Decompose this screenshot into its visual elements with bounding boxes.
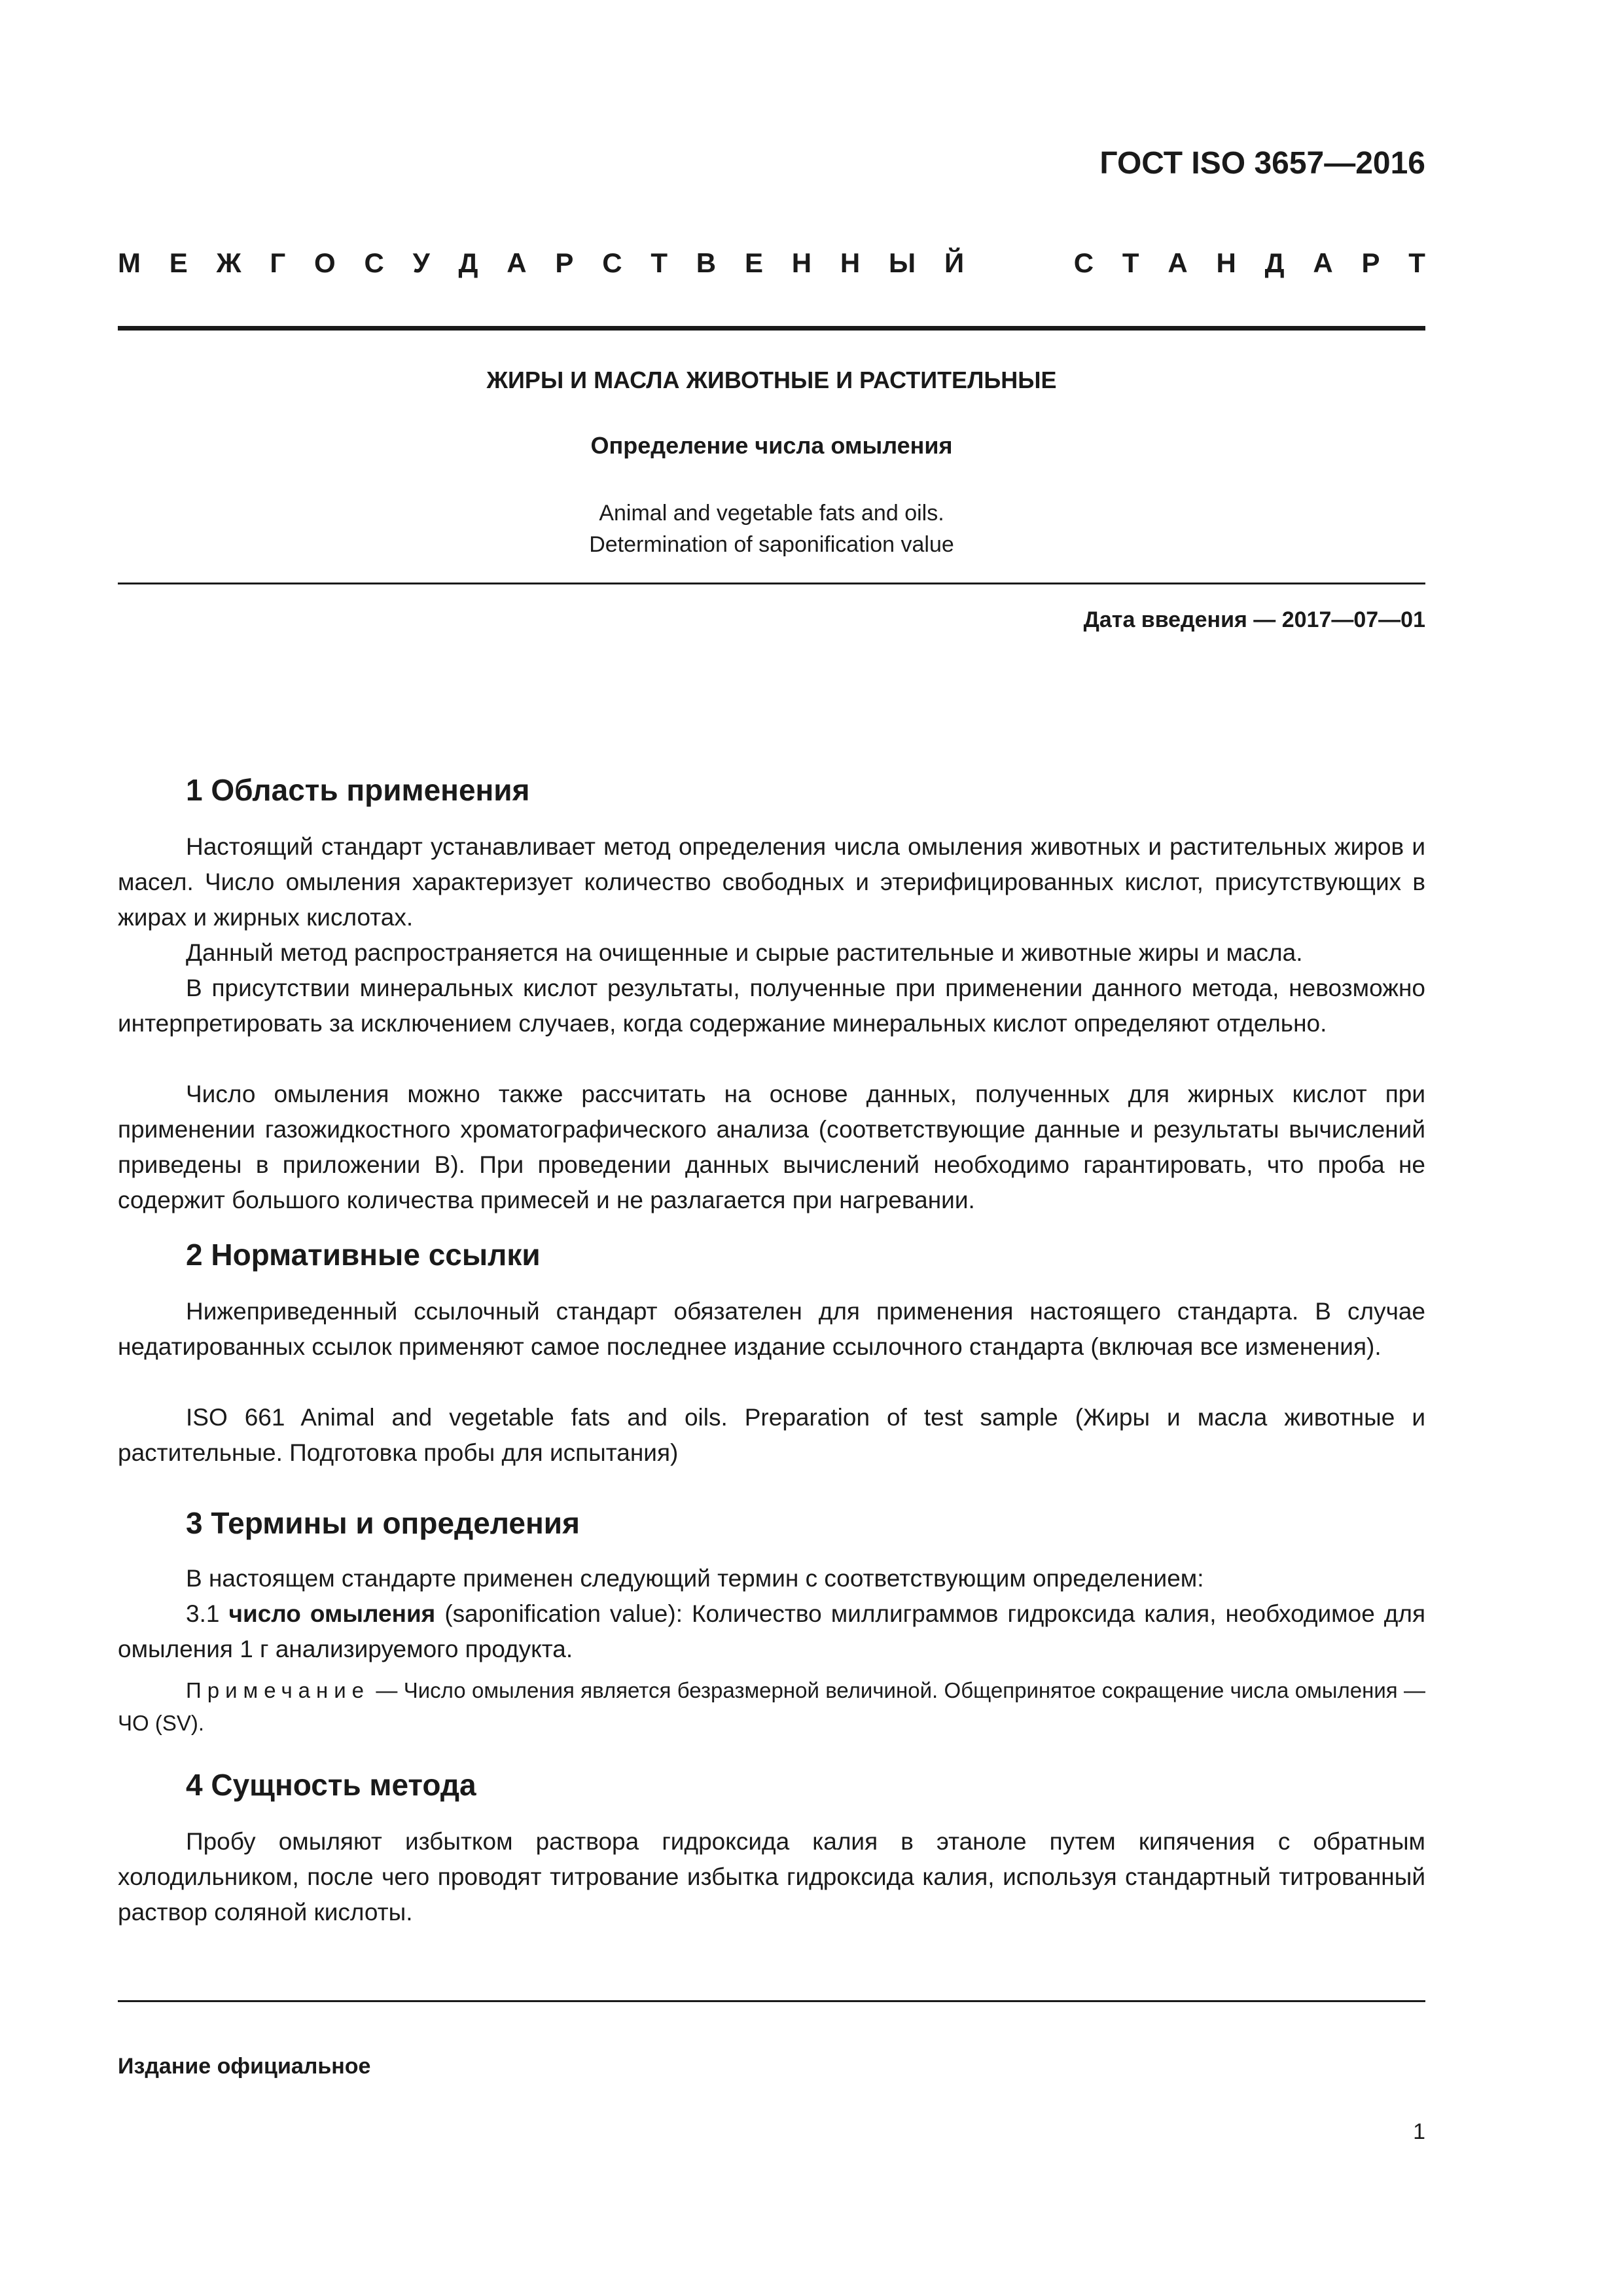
english-title-line-1: Animal and vegetable fats and oils.	[599, 501, 944, 526]
document-subtitle: Определение числа омыления	[590, 432, 953, 459]
edition-label: Издание официальное	[118, 2054, 371, 2079]
letter: Ы	[889, 247, 916, 278]
term-name: число омыления	[228, 1600, 436, 1627]
letter: Т	[1122, 247, 1139, 278]
page-number: 1	[1413, 2119, 1425, 2144]
note-text: — Число омыления является безразмерной величиной. Общепринятое сокращение числа омыления — ЧО (SV).	[118, 1678, 1425, 1735]
term-definition	[118, 1596, 1425, 1667]
section-1-paragraph-3: В присутствии минеральных кислот результаты, полученные при применении данного метода, невозможно интерпретировать за исключением случаев, когда содержание минеральных кислот определяют отдельно.	[118, 975, 1425, 1037]
letter: С	[364, 247, 384, 278]
letter: Й	[944, 247, 965, 278]
document-title: ЖИРЫ И МАСЛА ЖИВОТНЫЕ И РАСТИТЕЛЬНЫЕ	[486, 367, 1057, 393]
section-heading-method-principle: 4 Сущность метода	[186, 1768, 476, 1802]
section-1-paragraph-2: Данный метод распространяется на очищенные и сырые растительные и животные жиры и масла.	[186, 939, 1303, 966]
word-gap	[993, 247, 1045, 279]
letter: А	[507, 247, 527, 278]
letter: Р	[1361, 247, 1380, 278]
standard-type-heading	[118, 247, 1425, 279]
introduction-date: Дата введения — 2017—07—01	[1083, 607, 1425, 632]
letter: Н	[1216, 247, 1236, 278]
section-heading-scope: 1 Область применения	[186, 773, 530, 807]
section-heading-normative-references: 2 Нормативные ссылки	[186, 1238, 541, 1272]
letter: С	[602, 247, 622, 278]
header-divider	[118, 326, 1425, 331]
letter: Н	[791, 247, 812, 278]
section-4-paragraph-1: Пробу омыляют избытком раствора гидроксида калия в этаноле путем кипячения с обратным холодильником, после чего проводят титрование избытка гидроксида калия, используя стандартный титрованный раствор соляной кислоты.	[118, 1828, 1425, 1926]
letter: Е	[169, 247, 188, 278]
section-2-paragraph-1: Нижеприведенный ссылочный стандарт обязателен для применения настоящего стандарта. В случае недатированных ссылок применяют самое последнее издание ссылочного стандарта (включая все изменения).	[118, 1298, 1425, 1360]
title-divider	[118, 583, 1425, 584]
standard-code: ГОСТ ISO 3657—2016	[1099, 146, 1425, 181]
term-number: 3.1	[186, 1600, 220, 1627]
note	[118, 1674, 1425, 1740]
section-heading-terms: 3 Термины и определения	[186, 1506, 580, 1540]
section-1-paragraph-4: Число омыления можно также рассчитать на основе данных, полученных для жирных кислот при применении газожидкостного хроматографического анализа (соответствующие данные и результаты вычислений приведены в приложении В). При проведении данных вычислений необходимо гарантировать, что проба не содержит большого количества примесей и не разлагается при нагревании.	[118, 1081, 1425, 1213]
section-2-paragraph-2: ISO 661 Animal and vegetable fats and oils. Preparation of test sample (Жиры и масла животные и растительные. Подготовка пробы для испытания)	[118, 1404, 1425, 1466]
letter: Ж	[216, 247, 241, 278]
letter: Р	[555, 247, 574, 278]
section-1-paragraph-1: Настоящий стандарт устанавливает метод определения числа омыления животных и растительных жиров и масел. Число омыления характеризует количество свободных и этерифицированных кислот, присутствующих в жирах и жирных кислотах.	[118, 833, 1425, 931]
letter: В	[696, 247, 717, 278]
letter: Т	[1408, 247, 1425, 278]
letter: Г	[270, 247, 286, 278]
letter: У	[412, 247, 430, 278]
letter: А	[1168, 247, 1188, 278]
letter: Н	[840, 247, 861, 278]
letter: С	[1073, 247, 1094, 278]
letter: А	[1313, 247, 1333, 278]
letter: О	[313, 247, 336, 278]
letter: Д	[458, 247, 478, 278]
term-definition-text: (saponification value): Количество миллиграммов гидроксида калия, необходимое для омыления 1 г анализируемого продукта.	[118, 1600, 1426, 1662]
english-title	[118, 497, 1425, 560]
letter: Т	[651, 247, 668, 278]
section-3-paragraph-1: В настоящем стандарте применен следующий термин с соответствующим определением:	[186, 1565, 1204, 1592]
letter: М	[118, 247, 141, 278]
footer-divider	[118, 2000, 1425, 2002]
letter: Д	[1264, 247, 1285, 278]
note-label: Примечание	[186, 1678, 370, 1702]
letter: Е	[744, 247, 763, 278]
english-title-line-2: Determination of saponification value	[589, 532, 954, 557]
